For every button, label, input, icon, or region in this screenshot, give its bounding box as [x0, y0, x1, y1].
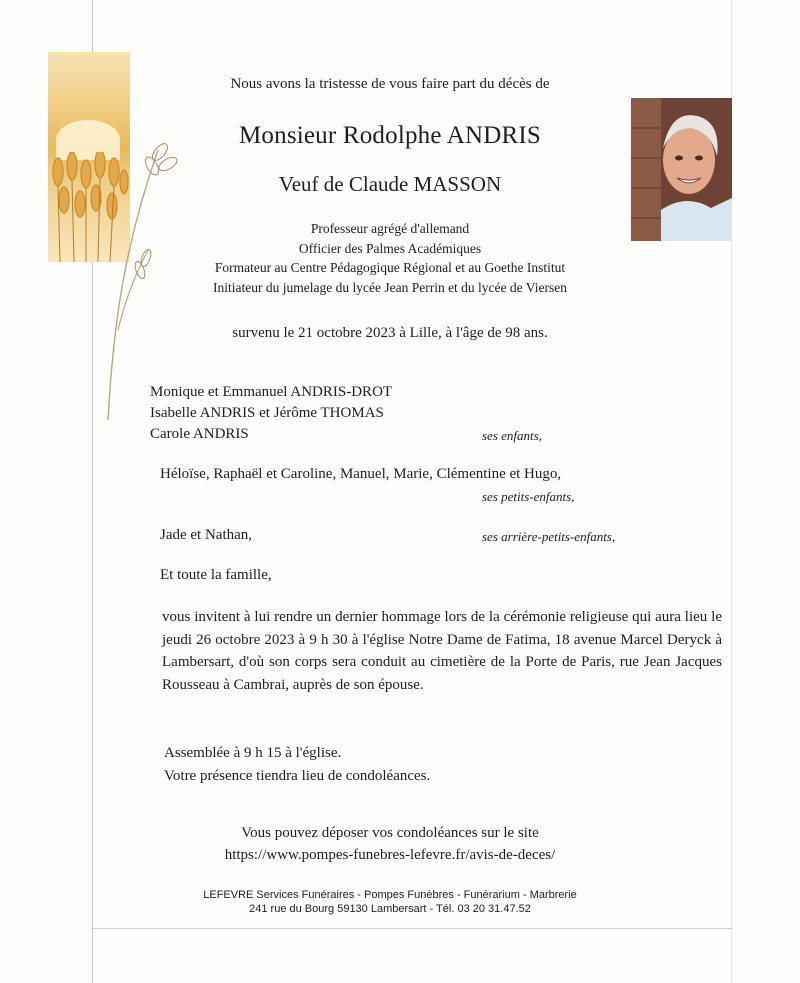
child-line: Isabelle ANDRIS et Jérôme THOMAS [150, 405, 384, 421]
death-notice: survenu le 21 octobre 2023 à Lille, à l'âge de 98 ans. [232, 325, 548, 341]
honorific-titles [0, 219, 780, 297]
footer-address: 241 rue du Bourg 59130 Lambersart - Tél. 03 20 31.47.52 [249, 903, 531, 915]
child-line: Carole ANDRIS [150, 426, 249, 442]
deceased-name: Monsieur Rodolphe ANDRIS [238, 122, 542, 149]
child-line: Monique et Emmanuel ANDRIS-DROT [150, 384, 393, 400]
bottom-rule [92, 928, 732, 929]
family-line: Et toute la famille, [160, 567, 272, 583]
title-line: Officier des Palmes Académiques [298, 240, 482, 256]
ceremony-text: vous invitent à lui rendre un dernier hommage lors de la cérémonie religieuse qui aura lieu le jeudi 26 octobre 2023 à 9 h 30 à l'église Notre Dame de Fatima, 18 avenue Marcel Deryck à Lambersart, d'où son corps sera conduit au cimetière de la Porte de Paris, rue Jean Jacques Rousseau à Cambrai, auprès de son épouse. [162, 609, 722, 693]
great-grandchildren-line: Jade et Nathan, [160, 527, 253, 543]
condolences-link[interactable]: https://www.pompes-funebres-lefevre.fr/avis-de-deces/ [224, 847, 556, 863]
condolences-text: Vous pouvez déposer vos condoléances sur le site [241, 825, 539, 841]
assembly-line: Assemblée à 9 h 15 à l'église. [164, 745, 342, 761]
condolences-block [0, 822, 780, 866]
intro-text: Nous avons la tristesse de vous faire part du décès de [230, 76, 550, 92]
title-line: Formateur au Centre Pédagogique Régional et au Goethe Institut [214, 260, 566, 275]
grandchildren-role: ses petits-enfants, [482, 489, 575, 504]
funeral-home-footer [0, 888, 780, 916]
condolences-note: Votre présence tiendra lieu de condoléances. [164, 768, 431, 784]
great-grandchildren-role: ses arrière-petits-enfants, [482, 529, 616, 544]
footer-services: LEFEVRE Services Funéraires - Pompes Funèbres - Funérarium - Marbrerie [203, 889, 577, 901]
grandchildren-line: Héloïse, Raphaël et Caroline, Manuel, Marie, Clémentine et Hugo, [160, 466, 562, 482]
children-role: ses enfants, [482, 428, 542, 443]
widow-line: Veuf de Claude MASSON [278, 172, 502, 196]
title-line: Professeur agrégé d'allemand [310, 221, 470, 236]
title-line: Initiateur du jumelage du lycée Jean Perrin et du lycée de Viersen [213, 279, 567, 295]
